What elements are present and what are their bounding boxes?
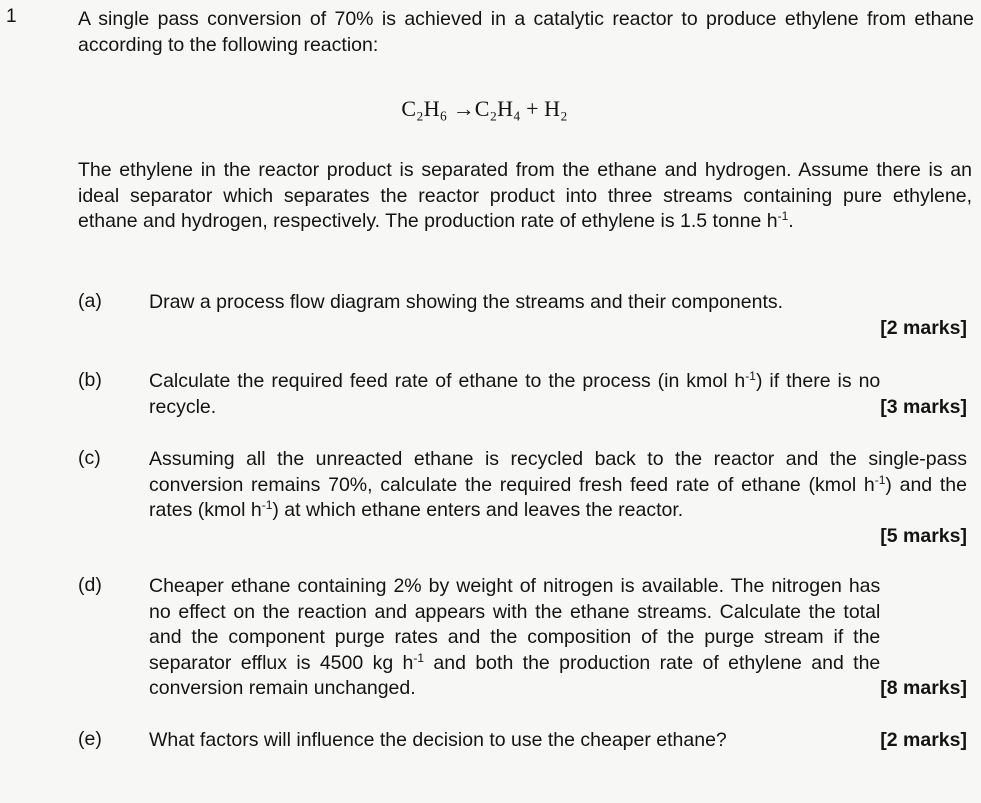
part-d-label: (d) [78,574,102,596]
question-description [78,158,972,235]
part-c-marks: [5 marks] [880,524,967,547]
part-d-sup: -1 [413,650,425,665]
part-e-label: (e) [78,728,102,750]
part-c-body [149,447,967,549]
part-a-body [149,290,967,341]
question-intro: A single pass conversion of 70% is achieved in a catalytic reactor to produce ethylene from ethane according to the following reaction: [78,8,974,56]
equation-products: C₂H₄ + H₂ [474,96,568,121]
part-b-text-2: ) if there is no recycle. [149,370,881,418]
reaction-equation [0,96,981,122]
part-a-text: Draw a process flow diagram showing the streams and their components. [149,291,784,313]
part-c-label: (c) [78,447,101,469]
part-b-marks: [3 marks] [880,395,967,418]
part-d-text-2: and both the production rate of ethylene and the conversion remain unchanged. [149,651,881,699]
equation-arrow: → [452,96,475,121]
part-d-body [149,574,967,702]
description-text: The ethylene in the reactor product is separated from the ethane and hydrogen. Assume there is an ideal separator which separates the reactor product into three streams containing pure ethylene, ethane and hydrogen, respectively. The production rate of ethylene is 1.5 tonne h [78,159,972,232]
part-c-sup-2: -1 [261,498,273,512]
part-e-marks: [2 marks] [880,729,967,751]
part-e-body [149,728,967,754]
description-sup: -1 [777,209,789,223]
part-a-label: (a) [78,290,102,312]
part-d-marks: [8 marks] [880,677,967,699]
part-b-text-1: Calculate the required feed rate of ethane to the process (in kmol h [149,370,746,392]
part-c-text-1: Assuming all the unreacted ethane is recycled back to the reactor and the single-pass conversion remains 70%, calculate the required fresh feed rate of ethane (kmol h [149,448,967,496]
part-b-body [149,369,967,420]
part-b-sup: -1 [745,369,756,383]
part-b-label: (b) [78,369,102,391]
description-end: . [788,210,794,232]
part-c-text-3: ) at which ethane enters and leaves the reactor. [272,499,684,521]
question-number: 1 [6,6,17,27]
part-d-text-1: Cheaper ethane containing 2% by weight of nitrogen is available. The nitrogen has no effect on the reaction and appears with the ethane streams. Calculate the total and the component purge rates and the composition of the purge stream if the separator efflux is 4500 kg h [149,575,881,674]
part-c-sup-1: -1 [874,472,886,487]
part-c-text-2: ) and the rates (kmol h [149,473,967,521]
part-e-text: What factors will influence the decision to use the cheaper ethane? [149,729,727,751]
part-a-marks: [2 marks] [880,316,967,339]
equation-reactant: C₂H₆ [401,96,448,121]
